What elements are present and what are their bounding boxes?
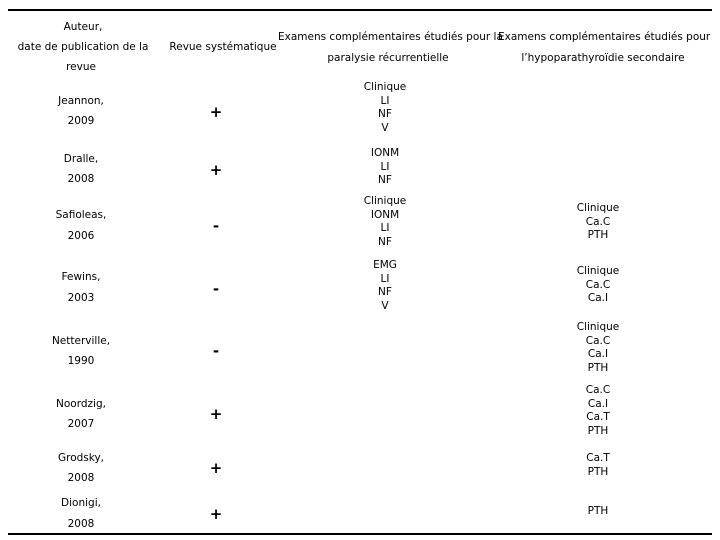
exam-item: Ca.T: [586, 452, 610, 464]
exam-item: Ca.C: [585, 278, 611, 291]
exam-item: NF: [378, 286, 392, 299]
studies-table: [8, 9, 712, 535]
exam-item: PTH: [587, 505, 609, 517]
exam-item: Ca.C: [585, 215, 611, 228]
header-recurrent-line-1: Examens complémentaires étudiés pour la: [278, 31, 503, 43]
row-author: Dralle,: [63, 153, 99, 165]
row-review-mark: -: [212, 342, 220, 360]
exam-item: Clinique: [363, 195, 407, 207]
exam-item: Clinique: [576, 321, 620, 333]
row-recurrent-exams: [320, 259, 450, 313]
row-author: Fewins,: [61, 271, 101, 283]
exam-item: NF: [378, 174, 392, 187]
row-author: Netterville,: [51, 335, 111, 347]
row-author: Dionigi,: [61, 497, 101, 509]
row-review-mark: +: [209, 103, 223, 121]
row-review-mark: +: [209, 405, 223, 423]
exam-item: V: [381, 121, 389, 134]
exam-item: Clinique: [576, 202, 620, 214]
exam-item: NF: [378, 108, 392, 121]
row-recurrent-exams: [320, 195, 450, 249]
row-hypopara-exams: [538, 384, 658, 438]
row-author: Noordzig,: [56, 398, 106, 410]
exam-item: Ca.I: [587, 292, 609, 305]
row-year: 1990: [67, 355, 95, 367]
row-review-mark: +: [209, 459, 223, 477]
row-year: 2008: [67, 518, 95, 530]
header-author-line-3: revue: [66, 61, 96, 73]
row-hypopara-exams: [538, 505, 658, 519]
exam-item: Clinique: [363, 81, 407, 93]
row-hypopara-exams: [538, 202, 658, 243]
row-year: 2007: [67, 418, 95, 430]
row-review-mark: +: [209, 505, 223, 523]
row-year: 2003: [67, 292, 95, 304]
exam-item: Ca.C: [585, 384, 611, 396]
exam-item: EMG: [373, 259, 397, 271]
exam-item: V: [381, 299, 389, 312]
header-hypopara-line-2: l’hypoparathyroïdie secondaire: [521, 52, 685, 64]
row-year: 2008: [67, 173, 95, 185]
row-hypopara-exams: [538, 452, 658, 479]
exam-item: PTH: [587, 229, 609, 242]
exam-item: PTH: [587, 424, 609, 437]
row-hypopara-exams: [538, 321, 658, 375]
row-review-mark: -: [212, 217, 220, 235]
row-author: Safioleas,: [55, 209, 107, 221]
header-systematic-review: Revue systématique: [169, 41, 277, 53]
exam-item: IONM: [370, 208, 400, 221]
exam-item: LI: [380, 272, 390, 285]
exam-item: Ca.C: [585, 334, 611, 347]
header-recurrent-line-2: paralysie récurrentielle: [327, 52, 449, 64]
exam-item: Ca.I: [587, 348, 609, 361]
row-review-mark: +: [209, 161, 223, 179]
header-author-line-1: Auteur,: [63, 21, 103, 33]
exam-item: LI: [380, 160, 390, 173]
row-author: Jeannon,: [58, 95, 104, 107]
exam-item: LI: [380, 222, 390, 235]
row-year: 2009: [67, 115, 95, 127]
exam-item: Ca.T: [586, 411, 610, 424]
header-hypopara-line-1: Examens complémentaires étudiés pour: [498, 31, 711, 43]
row-review-mark: -: [212, 280, 220, 298]
exam-item: NF: [378, 235, 392, 248]
row-recurrent-exams: [320, 81, 450, 135]
exam-item: Ca.I: [587, 397, 609, 410]
exam-item: PTH: [587, 465, 609, 478]
row-author: Grodsky,: [57, 452, 105, 464]
row-year: 2006: [67, 230, 95, 242]
exam-item: IONM: [370, 147, 400, 159]
row-year: 2008: [67, 472, 95, 484]
row-hypopara-exams: [538, 265, 658, 306]
exam-item: LI: [380, 94, 390, 107]
exam-item: PTH: [587, 361, 609, 374]
table-bottom-rule: [8, 533, 712, 535]
exam-item: Clinique: [576, 265, 620, 277]
table-top-rule: [8, 9, 712, 11]
header-author-line-2: date de publication de la: [17, 41, 149, 53]
row-recurrent-exams: [320, 147, 450, 188]
